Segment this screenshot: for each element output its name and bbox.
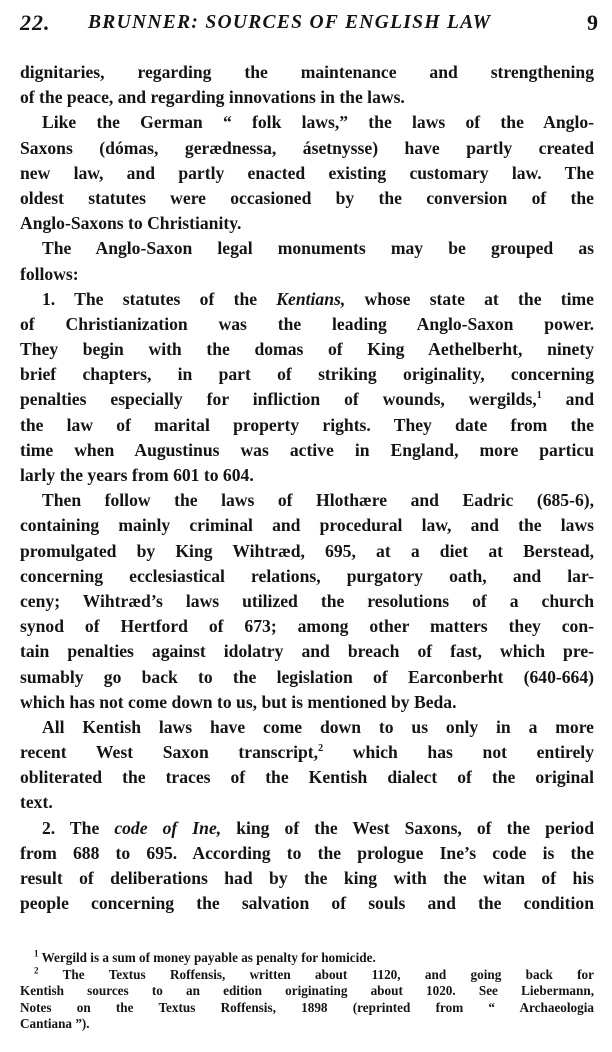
footnote-line: Kentish sources to an edition originating about 1020. See Liebermann, <box>20 983 594 998</box>
text-run: and <box>541 389 595 410</box>
text-line: Then follow the laws of Hlothære and Eadric (685-6), <box>42 490 594 511</box>
text-run: penalties especially for infliction of wounds, wergilds, <box>20 389 537 410</box>
text-line: sumably go back to the legislation of Earconberht (640-664) <box>20 666 594 687</box>
text-run: whose state at the time <box>345 288 594 309</box>
text-run: 2. The <box>42 817 115 838</box>
text-run: 1. The statutes of the <box>42 288 277 309</box>
text-line <box>20 816 594 841</box>
italic-term: Kentians, <box>276 288 346 309</box>
text-line: concerning ecclesiastical relations, purgatory oath, and lar- <box>20 565 594 586</box>
footnote-ref: 2 <box>318 743 324 755</box>
text-line: All Kentish laws have come down to us only in a more <box>42 716 594 737</box>
text-line: containing mainly criminal and procedural law, and the laws <box>20 515 594 536</box>
footnote-1 <box>20 950 594 967</box>
page-number: 9 <box>587 10 598 35</box>
footnote-marker: 2 <box>34 965 39 976</box>
footnote-line: Cantiana ”). <box>20 1016 90 1031</box>
text-line: promulgated by King Wihtræd, 695, at a diet at Berstead, <box>20 540 594 561</box>
text-line: larly the years from 601 to 604. <box>20 465 254 485</box>
text-line: The Anglo-Saxon legal monuments may be grouped as <box>42 238 594 259</box>
footnote-text: Wergild is a sum of money payable as penalty for homicide. <box>41 950 376 965</box>
running-header <box>20 10 598 40</box>
footnote-ref: 1 <box>536 390 542 402</box>
text-line: tain penalties against idolatry and breach of fast, which pre- <box>20 641 594 662</box>
text-line: They begin with the domas of King Aethelberht, ninety <box>20 339 594 360</box>
text-run: which has not entirely <box>323 742 594 763</box>
text-line: obliterated the traces of the Kentish dialect of the original <box>20 767 594 788</box>
text-line: of Christianization was the leading Anglo-Saxon power. <box>20 313 594 334</box>
text-line: time when Augustinus was active in England, more particu <box>20 439 594 460</box>
running-title: BRUNNER: SOURCES OF ENGLISH LAW <box>88 12 492 33</box>
text-line: of the peace, and regarding innovations in the laws. <box>20 87 405 108</box>
text-line: brief chapters, in part of striking originality, concerning <box>20 364 594 385</box>
text-line: dignitaries, regarding the maintenance and strengthening <box>20 62 594 82</box>
footnote-text: The Textus Roffensis, written about 1120, and going back for <box>62 966 594 982</box>
text-line <box>20 287 594 312</box>
text-run: king of the West Saxons, of the period <box>221 817 594 838</box>
footnotes <box>20 950 594 1033</box>
text-line: synod of Hertford of 673; among other matters they con- <box>20 616 594 637</box>
footnote-marker: 1 <box>34 948 39 959</box>
text-line <box>20 387 594 412</box>
text-line: from 688 to 695. According to the prologue Ine’s code is the <box>20 842 594 863</box>
text-line: oldest statutes were occasioned by the conversion of the <box>20 187 594 208</box>
text-line: the law of marital property rights. They date from the <box>20 414 594 435</box>
text-line: Anglo-Saxons to Christianity. <box>20 213 242 234</box>
text-line: people concerning the salvation of souls and the condition <box>20 893 594 914</box>
body-text <box>20 60 594 916</box>
text-line: which has not come down to us, but is mentioned by Beda. <box>20 691 457 712</box>
text-run: recent West Saxon transcript, <box>20 742 319 763</box>
chapter-number: 22. <box>20 10 51 35</box>
italic-term: code of Ine, <box>114 817 222 838</box>
text-line: result of deliberations had by the king with the witan of his <box>20 868 594 888</box>
text-line <box>20 740 594 765</box>
text-line: follows: <box>20 263 79 284</box>
text-line: Saxons (dómas, gerædnessa, ásetnysse) have partly created <box>20 137 594 158</box>
footnote-line: Notes on the Textus Roffensis, 1898 (reprinted from “ Archaeologia <box>20 999 594 1015</box>
text-line: text. <box>20 792 53 813</box>
text-line: Like the German “ folk laws,” the laws of the Anglo- <box>42 112 594 133</box>
footnote-2 <box>20 967 594 984</box>
text-line: ceny; Wihtræd’s laws utilized the resolutions of a church <box>20 590 594 611</box>
text-line: new law, and partly enacted existing customary law. The <box>20 162 594 183</box>
